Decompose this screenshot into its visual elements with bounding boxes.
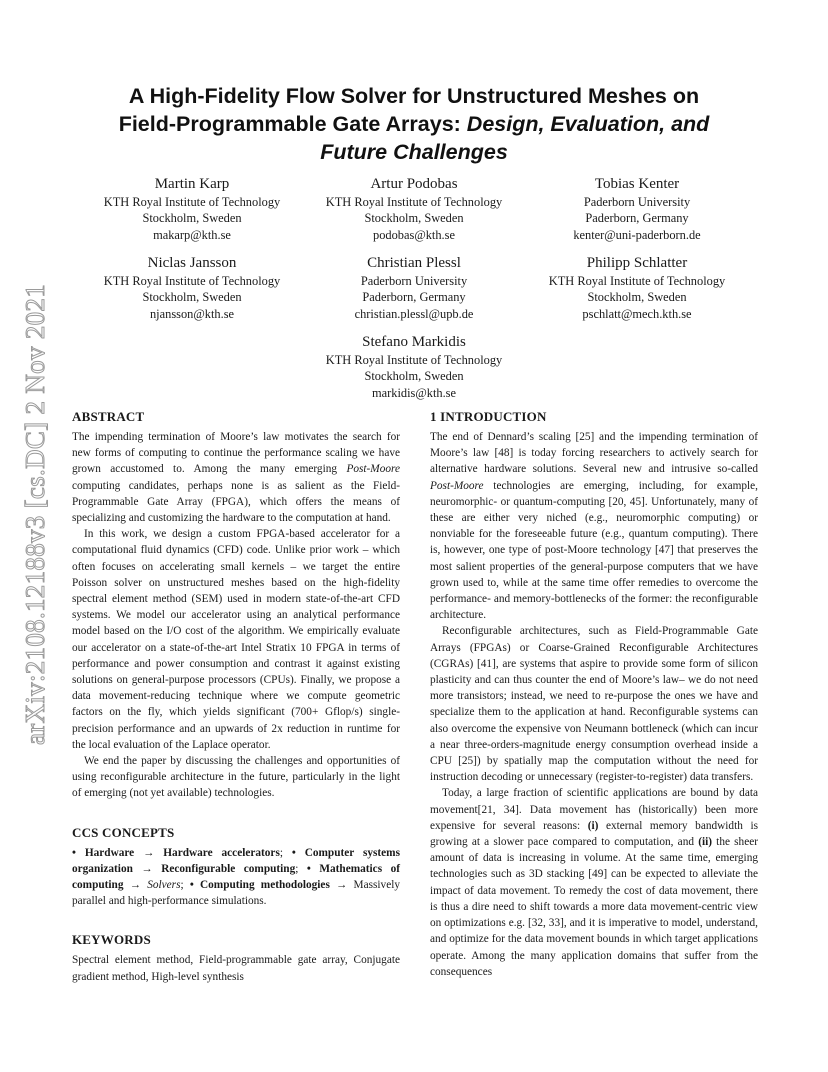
introduction-bold-marker: (ii) xyxy=(698,836,712,849)
ccs-separator: ; xyxy=(180,879,190,892)
author-email: podobas@kth.se xyxy=(373,227,455,242)
introduction-heading: 1 INTRODUCTION xyxy=(430,409,547,424)
ccs-term: Reconfigurable computing xyxy=(161,862,296,875)
arxiv-identifier-stamp xyxy=(14,264,58,764)
author-name: Niclas Jansson xyxy=(147,255,237,271)
author-email: makarp@kth.se xyxy=(153,227,231,242)
author-affiliation: KTH Royal Institute of Technology xyxy=(325,353,503,367)
title-line-2-italic: Design, Evaluation, and xyxy=(466,112,710,136)
title-line-1: A High-Fidelity Flow Solver for Unstructured Meshes on xyxy=(128,84,700,108)
introduction-text: the sheer amount of data is increasing in volume. At the same time, emerging technologies such as 3D stacking [49] can be expected to alleviate the impact of data movement. To remedy the cost of data movement, there is thus a dire need to shift towards a more data movement-centric view on optimizations e.g. [32, 33], and it is imperative to model, understand, and optimize for the data movement bounds in which target applications operate. Among the many application domains that suffer from the consequences xyxy=(430,836,758,978)
keywords-heading: KEYWORDS xyxy=(72,932,151,948)
ccs-term: Solvers xyxy=(147,879,181,892)
title-line-3 xyxy=(80,138,748,166)
introduction-paragraph xyxy=(430,785,758,979)
ccs-separator: ; xyxy=(295,862,307,875)
author-affiliation: KTH Royal Institute of Technology xyxy=(548,274,726,288)
ccs-arrow: → xyxy=(123,879,148,892)
ccs-arrow: → xyxy=(132,862,162,875)
title-line-2 xyxy=(80,110,748,138)
author-affiliation: Paderborn University xyxy=(360,274,468,288)
abstract-paragraph: We end the paper by discussing the challenges and opportunities of using reconfigurable architecture in the future, particularly in the light of emerging (not yet available) technologies. xyxy=(72,755,400,800)
author-name: Artur Podobas xyxy=(370,176,458,192)
ccs-term: • Hardware xyxy=(72,846,135,859)
introduction-emphasis: Post-Moore xyxy=(430,479,484,492)
author-email: christian.plessl@upb.de xyxy=(354,306,474,321)
ccs-term: • Computer systems organization xyxy=(72,846,400,875)
author-name: Stefano Markidis xyxy=(362,334,466,350)
ccs-term: Hardware accelerators xyxy=(163,846,280,859)
introduction-paragraph xyxy=(430,429,758,623)
abstract-heading: ABSTRACT xyxy=(72,409,145,424)
author-location: Stockholm, Sweden xyxy=(364,211,464,226)
author-name: Philipp Schlatter xyxy=(586,255,688,271)
author-affiliation: KTH Royal Institute of Technology xyxy=(325,195,503,209)
introduction-text: The end of Dennard’s scaling [25] and the impending termination of Moore’s law [48] is today forcing researchers to actively search for alternative hardware solutions. Several new and intrusive so-called xyxy=(430,431,758,476)
author-block xyxy=(522,175,752,243)
author-name: Tobias Kenter xyxy=(594,176,680,192)
author-block xyxy=(299,333,529,401)
introduction-paragraph: Reconfigurable architectures, such as Field-Programmable Gate Arrays (FPGAs) or Coarse-Grained Reconfigurable Architectures (CGRAs) [41], are systems that aspire to provide some form of silicon plasticity and can thus counter the end of Moore’s law– we do not need more transistors; instead, we need to re-purpose the ones we have and specialize them to the application at hand. Reconfigurable systems can also overcome the expensive von Neumann bottleneck (which can incur a near three-orders-magnitude energy consumption overhead inside a CPU [25]) by spatially map the computation without the need for instruction decoding or unnecessary (register-to-register) data transfers. xyxy=(430,625,758,784)
abstract-text: computing candidates, perhaps none is as salient as the Field-Programmable Gate Array (FPGA), which offers the means of specializing and customizing the hardware to the computation at hand. xyxy=(72,479,400,525)
abstract-text: The impending termination of Moore’s law motivates the search for new forms of computing to continue the performance scaling we have grown accustomed to. Among the many emerging xyxy=(72,431,400,476)
author-location: Stockholm, Sweden xyxy=(142,211,242,226)
author-location: Stockholm, Sweden xyxy=(364,369,464,384)
author-location: Stockholm, Sweden xyxy=(142,290,242,305)
introduction-bold-marker: (i) xyxy=(587,819,599,832)
introduction-text: external memory bandwidth is growing at a slower pace compared to computation, and xyxy=(430,819,758,849)
author-affiliation: KTH Royal Institute of Technology xyxy=(103,274,281,288)
ccs-separator: ; xyxy=(279,846,292,859)
introduction-text: Today, a large fraction of scientific applications are bound by data movement[21, 34]. Data movement has (historically) been more expensive for several reasons: xyxy=(430,787,758,832)
right-column xyxy=(430,408,758,980)
paper-title xyxy=(80,82,748,166)
author-location: Paderborn, Germany xyxy=(362,290,466,305)
author-block xyxy=(299,175,529,243)
ccs-term: • Mathematics of computing xyxy=(72,862,401,892)
ccs-term: → Massively parallel and high-performance simulations. xyxy=(72,879,400,908)
abstract-paragraph: In this work, we design a custom FPGA-based accelerator for a computational fluid dynamics (CFD) code. Unlike prior work – which often focuses on accelerating small kernels – we target the entire Poisson solver on unstructured meshes based on the high-fidelity spectral element method (SEM) used in modern state-of-the-art CFD systems. We model our accelerator using an analytical performance model based on the I/O cost of the algorithm. We empirically evaluate our accelerator on a state-of-the-art Intel Stratix 10 FPGA in terms of performance and power consumption and contrast it against existing solutions on general-purpose processors (CPUs). Finally, we propose a data movement-reducing technique where we compute geometric factors on the fly, which yields significant (700+ Gflop/s) single-precision performance and an upwards of 2x reduction in runtime for the local evaluation of the Laplace operator. xyxy=(72,528,400,751)
ccs-arrow: → xyxy=(134,846,164,859)
author-name: Martin Karp xyxy=(154,176,230,192)
ccs-term: • Computing methodologies xyxy=(189,879,330,892)
title-line-3-italic: Future Challenges xyxy=(320,140,508,164)
author-block xyxy=(77,254,307,322)
author-email: kenter@uni-paderborn.de xyxy=(573,227,701,242)
author-name: Christian Plessl xyxy=(367,255,461,271)
author-email: njansson@kth.se xyxy=(149,306,235,321)
author-block xyxy=(522,254,752,322)
author-email: pschlatt@mech.kth.se xyxy=(582,306,692,321)
introduction-text: technologies are emerging, including, for example, neuromorphic- or quantum-computing [20, 45]. Unfortunately, many of these are either very niched (e.g., neuromorphic computing) or nonviable for the foreseeable future (e.g., quantum computing). There is, however, one type of post-Moore technology [47] that preserves the most salient properties of the general-purpose computers that we have grown used to, while at the same time offer remedies to overcome the performance- and memory-bottlenecks of the former: the reconfigurable architecture. xyxy=(430,479,758,622)
ccs-concepts-heading: CCS CONCEPTS xyxy=(72,824,175,840)
ccs-concepts-text xyxy=(72,845,400,910)
author-location: Paderborn, Germany xyxy=(585,211,689,226)
author-location: Stockholm, Sweden xyxy=(587,290,687,305)
author-block xyxy=(77,175,307,243)
author-email: markidis@kth.se xyxy=(371,385,457,400)
keywords-text: Spectral element method, Field-programmable gate array, Conjugate gradient method, High-level synthesis xyxy=(72,954,400,983)
author-block xyxy=(299,254,529,322)
title-line-2-plain: Field-Programmable Gate Arrays: xyxy=(118,112,467,136)
arxiv-stamp-text: arXiv:2108.12188v3 [cs.DC] 2 Nov 2021 xyxy=(20,283,51,745)
abstract-paragraph xyxy=(72,429,400,526)
author-affiliation: Paderborn University xyxy=(583,195,691,209)
left-column xyxy=(72,408,400,985)
author-affiliation: KTH Royal Institute of Technology xyxy=(103,195,281,209)
abstract-emphasis: Post-Moore xyxy=(346,463,400,476)
